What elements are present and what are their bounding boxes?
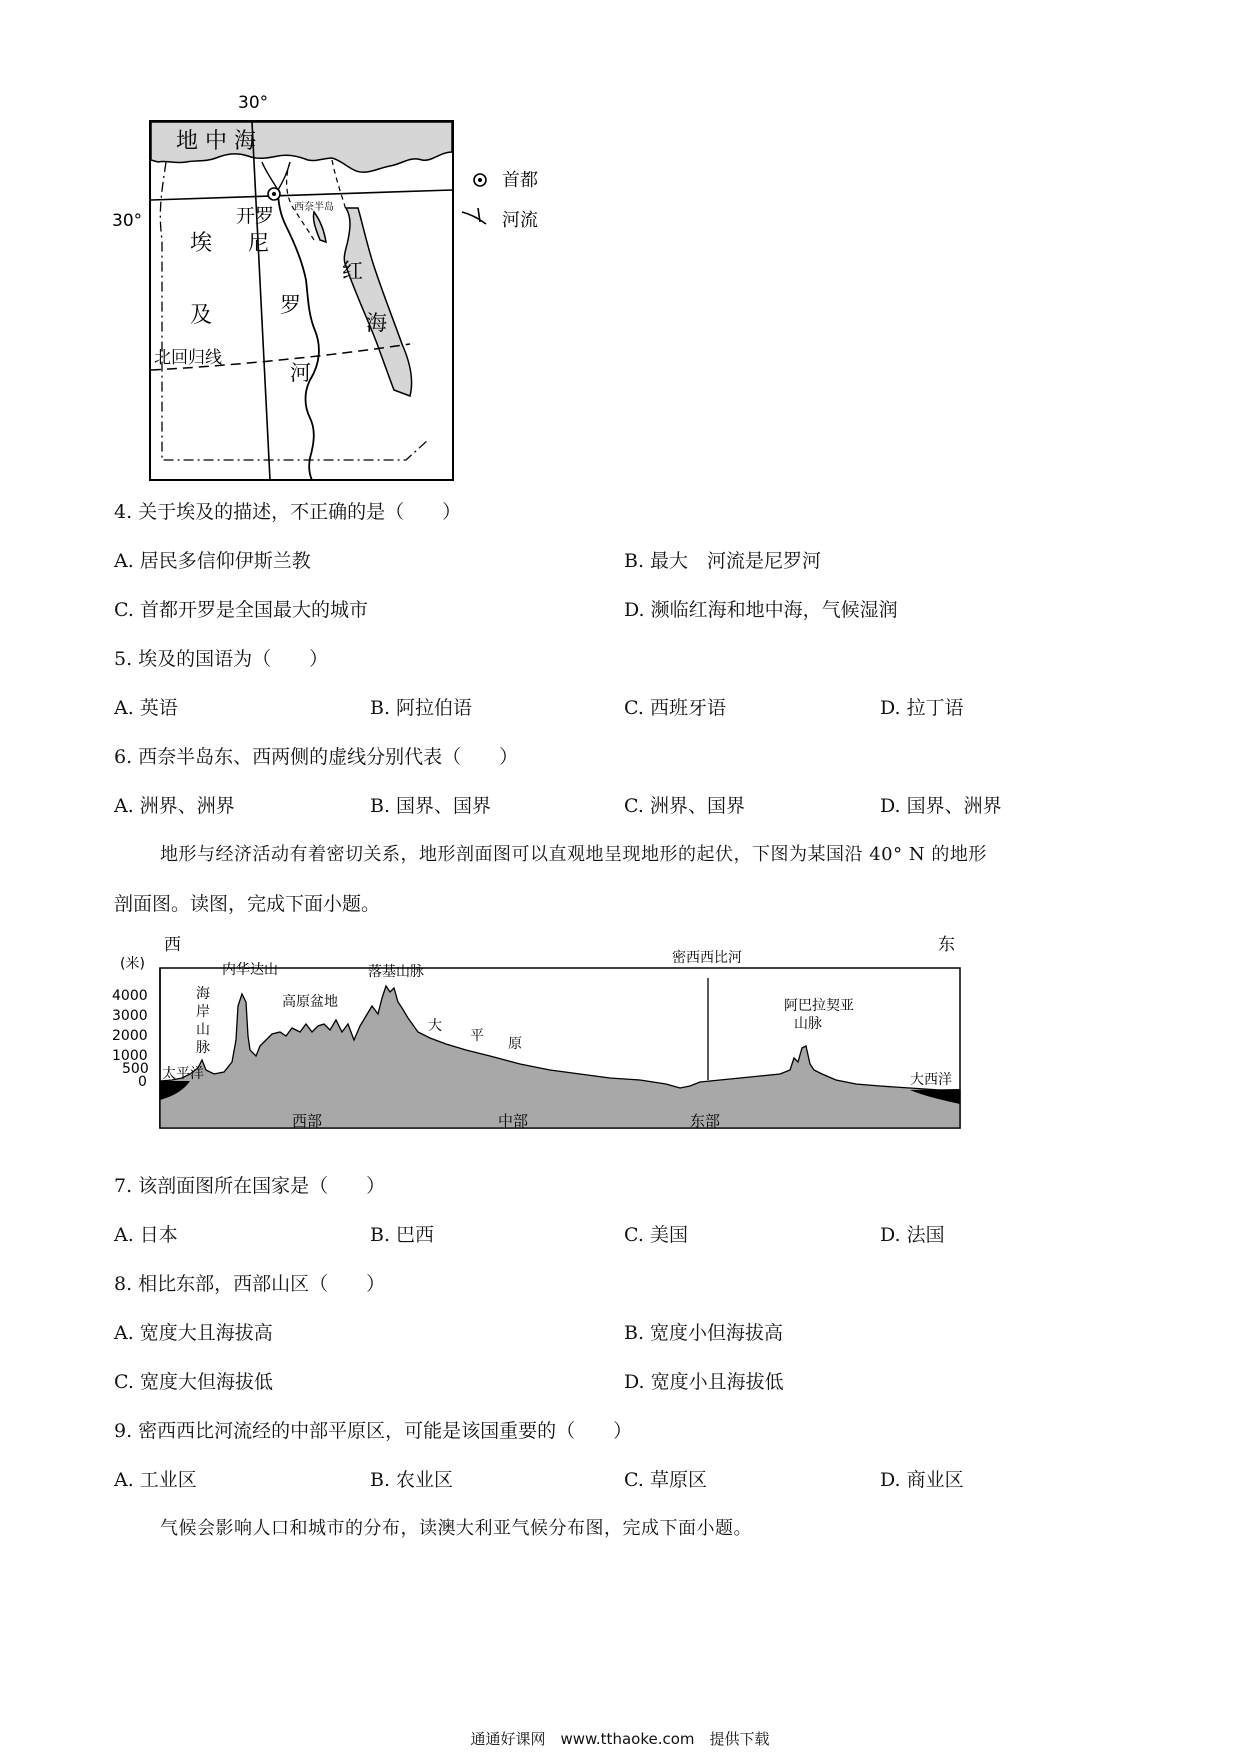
map-river-char: 尼 [248,231,269,255]
mississippi-label: 密西西比河 [672,950,742,966]
map-tropic-label: 北回归线 [154,348,222,368]
map-capital-label: 开罗 [236,205,275,227]
profile-unit-label: (米) [120,956,145,972]
option-a[interactable]: A. 洲界、洲界 [114,795,235,817]
pacific-label: 太平洋 [162,1066,204,1082]
map-longitude-label: 30° [238,93,269,113]
option-b[interactable]: B. 宽度小但海拔高 [624,1322,784,1344]
terrain-profile [110,928,970,1138]
region-label: 东部 [690,1112,721,1130]
option-c[interactable]: C. 美国 [624,1224,688,1246]
option-c[interactable]: C. 宽度大但海拔低 [114,1371,273,1393]
map-peninsula-label: 西奈半岛 [294,202,334,213]
region-label: 西部 [292,1112,323,1130]
option-a[interactable]: A. 日本 [114,1224,178,1246]
region-label: 中部 [498,1112,529,1130]
egypt-map [110,90,580,490]
y-tick-label: 500 [122,1061,149,1077]
option-d[interactable]: D. 拉丁语 [880,697,964,719]
option-c[interactable]: C. 首都开罗是全国最大的城市 [114,599,368,621]
option-b[interactable]: B. 国界、国界 [370,795,492,817]
y-tick-label: 2000 [112,1028,148,1044]
plains-char: 平 [470,1028,484,1044]
appalachian-label: 阿巴拉契亚 [784,998,854,1014]
question-stem: 6. 西奈半岛东、西两侧的虚线分别代表（ ） [114,746,519,768]
option-c[interactable]: C. 洲界、国界 [624,795,745,817]
map-red-sea-char: 红 [342,259,363,283]
map-river-char: 河 [290,361,311,385]
profile-intro-line-1: 地形与经济活动有着密切关系，地形剖面图可以直观地呈现地形的起伏，下图为某国沿 40° N 的地形 [160,844,987,865]
option-b[interactable]: B. 巴西 [370,1224,435,1246]
rockies-label: 落基山脉 [368,964,424,980]
question-stem: 4. 关于埃及的描述，不正确的是（ ） [114,501,462,523]
nile-river [278,190,319,480]
option-a[interactable]: A. 英语 [114,697,178,719]
legend-river-icon [462,208,486,224]
profile-west-label: 西 [164,935,181,955]
option-a[interactable]: A. 宽度大且海拔高 [114,1322,273,1344]
option-c[interactable]: C. 草原区 [624,1469,707,1491]
red-sea-shape [313,208,411,396]
plains-char: 大 [428,1018,442,1034]
map-frame [150,121,453,480]
option-a[interactable]: A. 居民多信仰伊斯兰教 [114,550,311,572]
question-stem: 8. 相比东部，西部山区（ ） [114,1273,386,1295]
climate-intro: 气候会影响人口和城市的分布，读澳大利亚气候分布图，完成下面小题。 [160,1518,752,1539]
option-a[interactable]: A. 工业区 [114,1469,197,1491]
question-stem: 9. 密西西比河流经的中部平原区，可能是该国重要的（ ） [114,1420,633,1442]
y-tick-label: 0 [138,1074,147,1090]
sinai-east-dashed-line [332,160,346,210]
y-tick-label: 4000 [112,988,148,1004]
legend-river-label: 河流 [502,210,538,231]
profile-intro-line-2: 剖面图。读图，完成下面小题。 [114,893,381,915]
coast-range-char: 海 [196,986,210,1002]
sierra-nevada-label: 内华达山 [222,962,278,978]
nile-delta-branch [262,162,278,190]
question-stem: 7. 该剖面图所在国家是（ ） [114,1175,386,1197]
option-d[interactable]: D. 国界、洲界 [880,795,1002,817]
map-latitude-label: 30° [112,211,143,231]
coast-range-char: 山 [196,1022,210,1038]
page-footer: 通通好课网 www.tthaoke.com 提供下载 [470,1730,770,1748]
y-tick-label: 1000 [112,1048,148,1064]
plains-char: 原 [508,1036,522,1052]
option-b[interactable]: B. 阿拉伯语 [370,697,473,719]
option-c[interactable]: C. 西班牙语 [624,697,726,719]
option-d[interactable]: D. 宽度小且海拔低 [624,1371,784,1393]
map-red-sea-char: 海 [366,311,387,335]
map-sea-label: 地 中 海 [176,129,256,154]
longitude-30-line [252,122,270,480]
nile-delta-branch-east [278,162,290,190]
basin-label: 高原盆地 [282,994,338,1010]
option-d[interactable]: D. 濒临红海和地中海，气候湿润 [624,599,898,621]
coast-range-char: 脉 [196,1040,210,1056]
question-stem: 5. 埃及的国语为（ ） [114,648,329,670]
appalachian-label: 山脉 [794,1016,822,1032]
sinai-west-dashed-line [287,162,314,240]
map-country-char: 及 [190,303,213,328]
latitude-30-line [151,190,452,200]
coast-range-char: 岸 [196,1004,210,1020]
option-b[interactable]: B. 农业区 [370,1469,454,1491]
legend-capital-label: 首都 [502,170,538,191]
profile-east-label: 东 [938,935,955,955]
map-river-char: 罗 [280,293,301,317]
map-country-char: 埃 [190,231,213,256]
option-d[interactable]: D. 商业区 [880,1469,964,1491]
y-tick-label: 3000 [112,1008,148,1024]
atlantic-label: 大西洋 [910,1072,952,1088]
option-b[interactable]: B. 最大 河流是尼罗河 [624,550,822,572]
option-d[interactable]: D. 法国 [880,1224,945,1246]
